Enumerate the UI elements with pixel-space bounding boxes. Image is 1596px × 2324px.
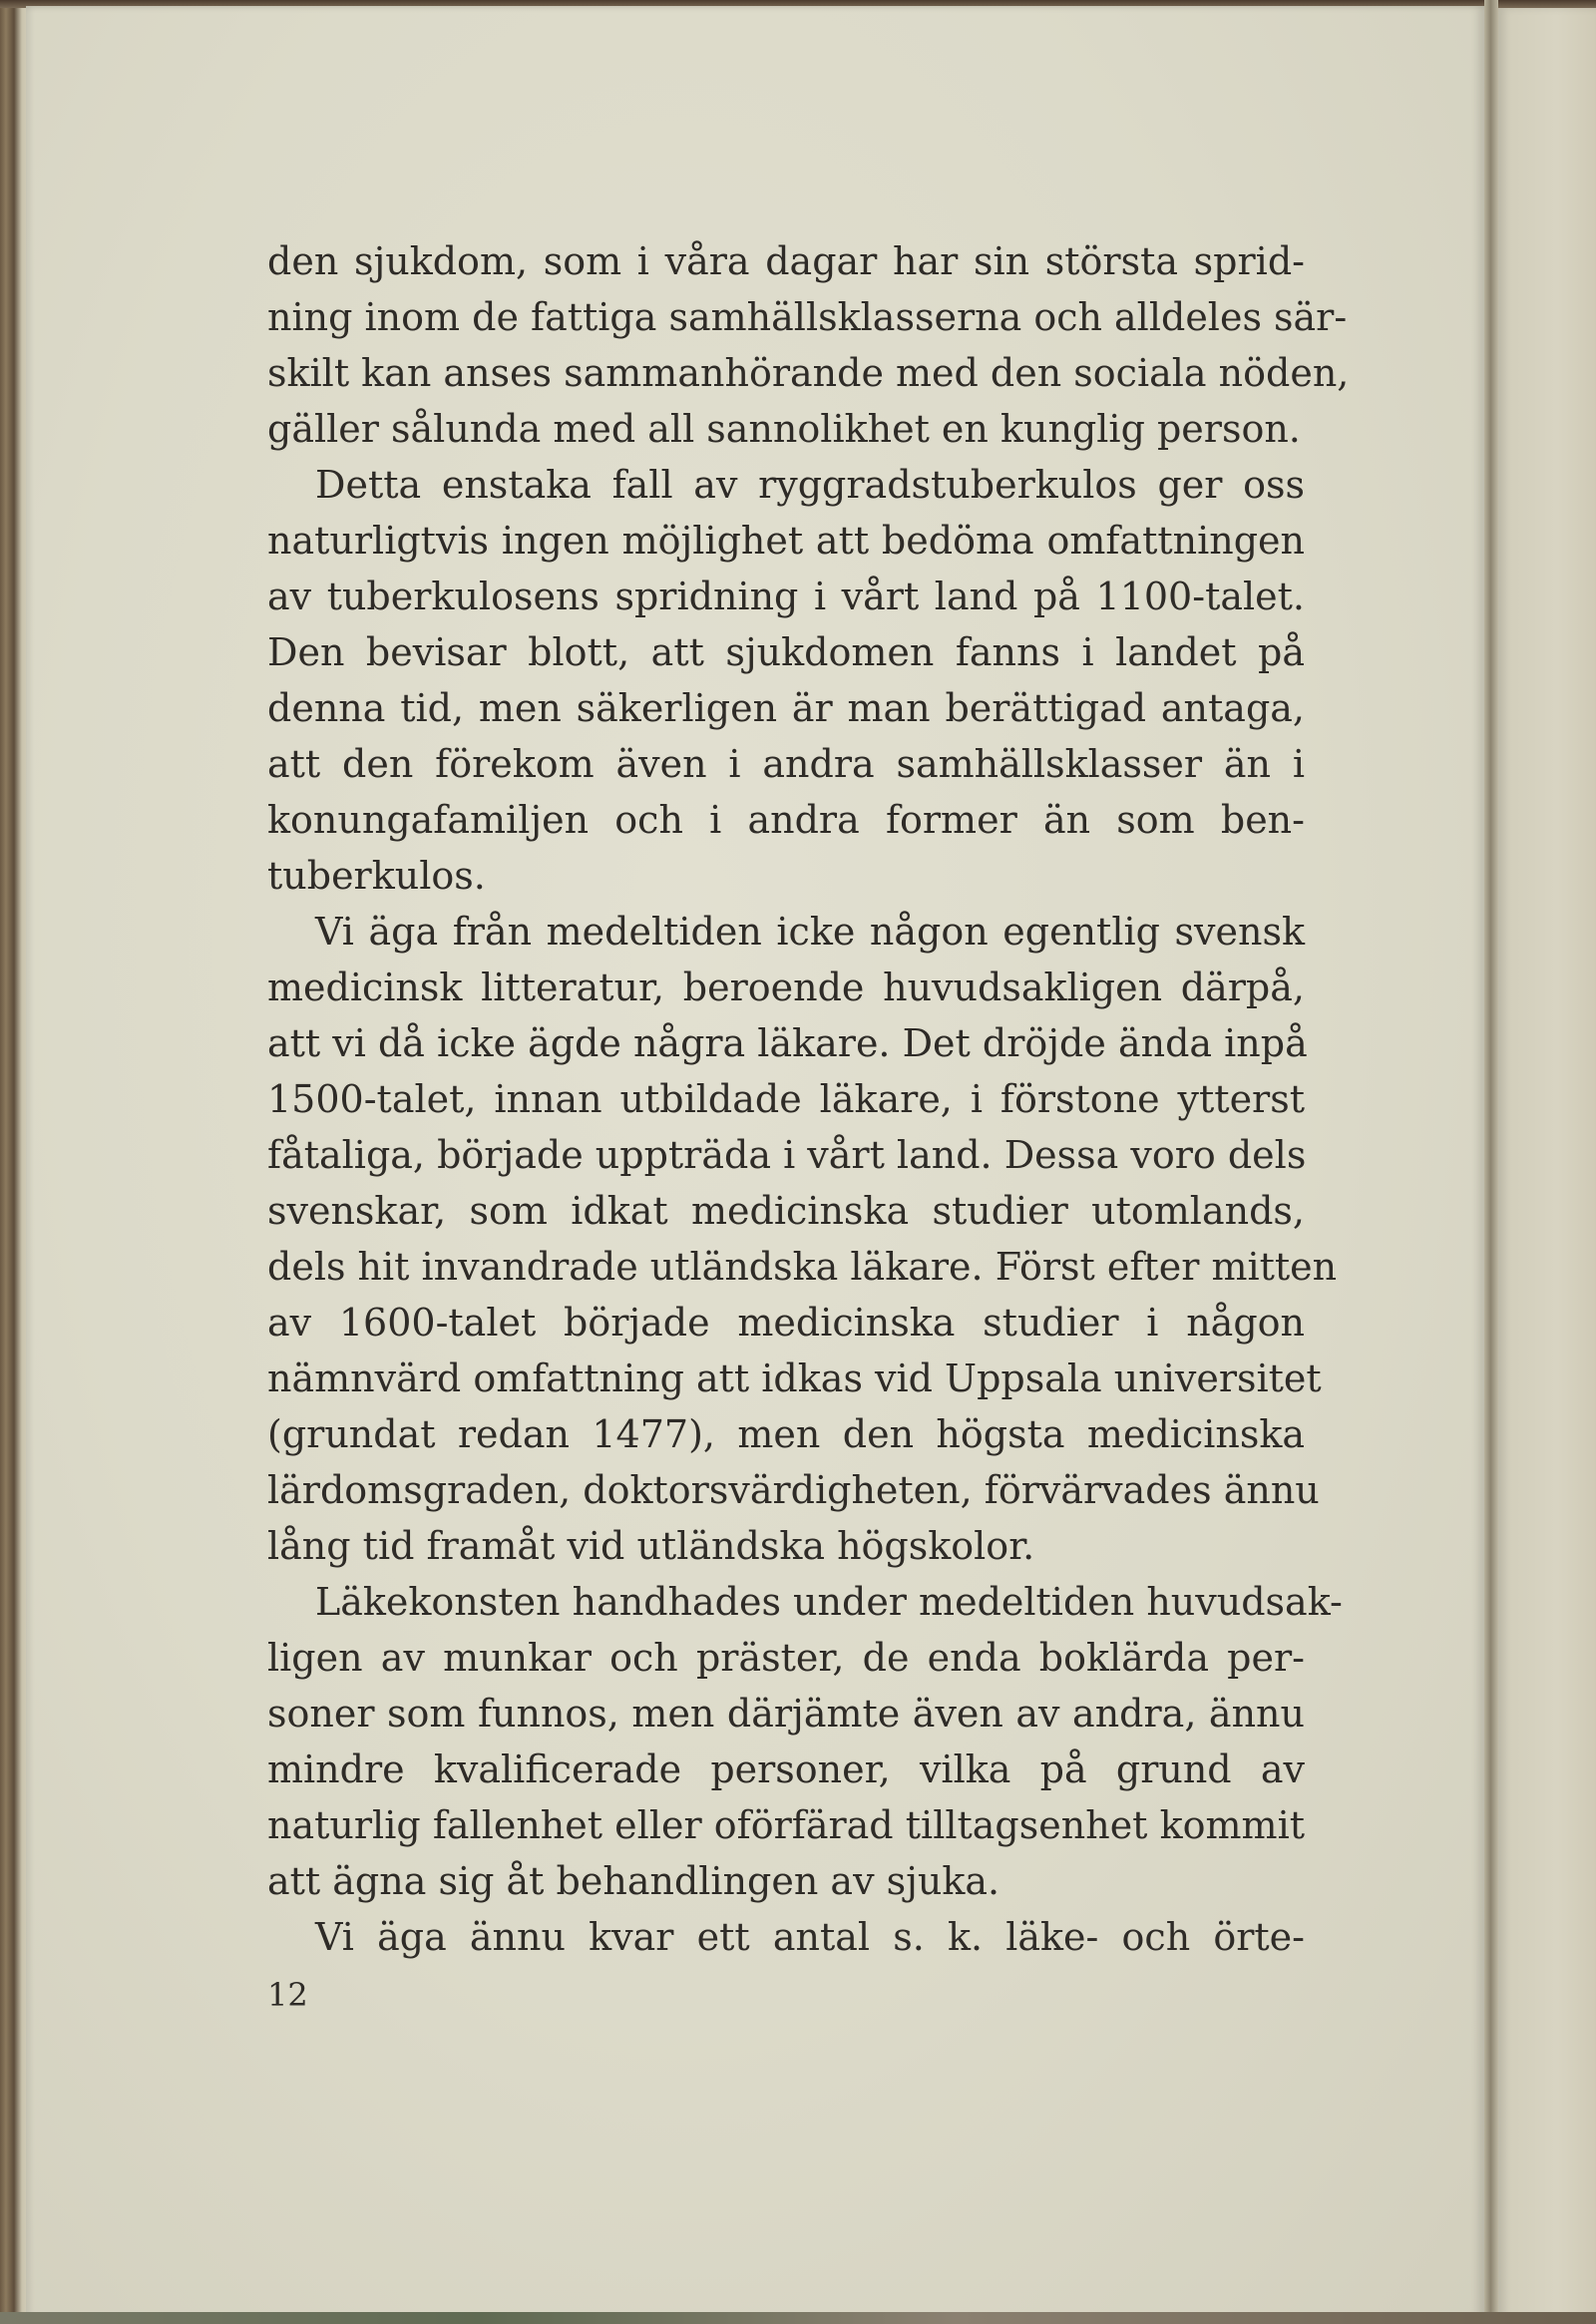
text-line: Läkekonsten handhades under medeltiden huvudsak-	[315, 1580, 1343, 1624]
text-line: denna tid, men säkerligen är man berättigad antaga,	[267, 686, 1305, 730]
text-line: medicinsk litteratur, beroende huvudsakligen därpå,	[267, 966, 1305, 1009]
text-line: tuberkulos.	[267, 854, 486, 898]
text-line: att ägna sig åt behandlingen av sjuka.	[267, 1859, 1000, 1903]
text-line: Detta enstaka fall av ryggradstuberkulos ger oss	[315, 463, 1305, 507]
bottom-edge	[0, 2312, 1596, 2324]
text-line: av tuberkulosens spridning i vårt land på 1100-talet.	[267, 575, 1305, 618]
text-line: dels hit invandrade utländska läkare. Först efter mitten	[267, 1245, 1338, 1289]
body-text	[267, 233, 1350, 1965]
text-line: lärdomsgraden, doktorsvärdigheten, förvärvades ännu	[267, 1468, 1320, 1512]
page-number: 12	[267, 1976, 308, 2014]
text-line: gäller sålunda med all sannolikhet en kunglig person.	[267, 407, 1301, 451]
text-line: mindre kvalificerade personer, vilka på grund av	[267, 1747, 1305, 1791]
text-line: soner som funnos, men därjämte även av andra, ännu	[267, 1692, 1305, 1736]
text-line: 1500-talet, innan utbildade läkare, i förstone ytterst	[267, 1077, 1305, 1121]
facing-page-edge	[1498, 8, 1596, 2324]
text-line: (grundat redan 1477), men den högsta medicinska	[267, 1412, 1305, 1456]
text-line: konungafamiljen och i andra former än som ben-	[267, 798, 1305, 842]
text-line: fåtaliga, började uppträda i vårt land. Dessa voro dels	[267, 1133, 1307, 1177]
text-line: ligen av munkar och präster, de enda boklärda per-	[267, 1636, 1305, 1680]
text-line: Vi äga ännu kvar ett antal s. k. läke- och örte-	[315, 1915, 1305, 1959]
text-line: naturlig fallenhet eller oförfärad tilltagsenhet kommit	[267, 1803, 1305, 1847]
text-line: skilt kan anses sammanhörande med den sociala nöden,	[267, 351, 1350, 395]
text-line: Den bevisar blott, att sjukdomen fanns i landet på	[267, 630, 1305, 674]
text-line: naturligtvis ingen möjlighet att bedöma omfattningen	[267, 519, 1305, 563]
text-line: lång tid framåt vid utländska högskolor.	[267, 1524, 1035, 1568]
text-line: svenskar, som idkat medicinska studier utomlands,	[267, 1189, 1305, 1233]
text-line: Vi äga från medeltiden icke någon egentlig svensk	[315, 910, 1305, 954]
text-line: den sjukdom, som i våra dagar har sin största sprid-	[267, 239, 1305, 283]
text-line: att vi då icke ägde några läkare. Det dröjde ända inpå	[267, 1021, 1308, 1065]
text-line: nämnvärd omfattning att idkas vid Uppsala universitet	[267, 1356, 1322, 1400]
book-gutter	[1484, 0, 1498, 2324]
text-line: av 1600-talet började medicinska studier i någon	[267, 1301, 1305, 1345]
text-line: ning inom de fattiga samhällsklasserna och alldeles sär-	[267, 295, 1348, 339]
text-line: att den förekom även i andra samhällsklasser än i	[267, 742, 1305, 786]
